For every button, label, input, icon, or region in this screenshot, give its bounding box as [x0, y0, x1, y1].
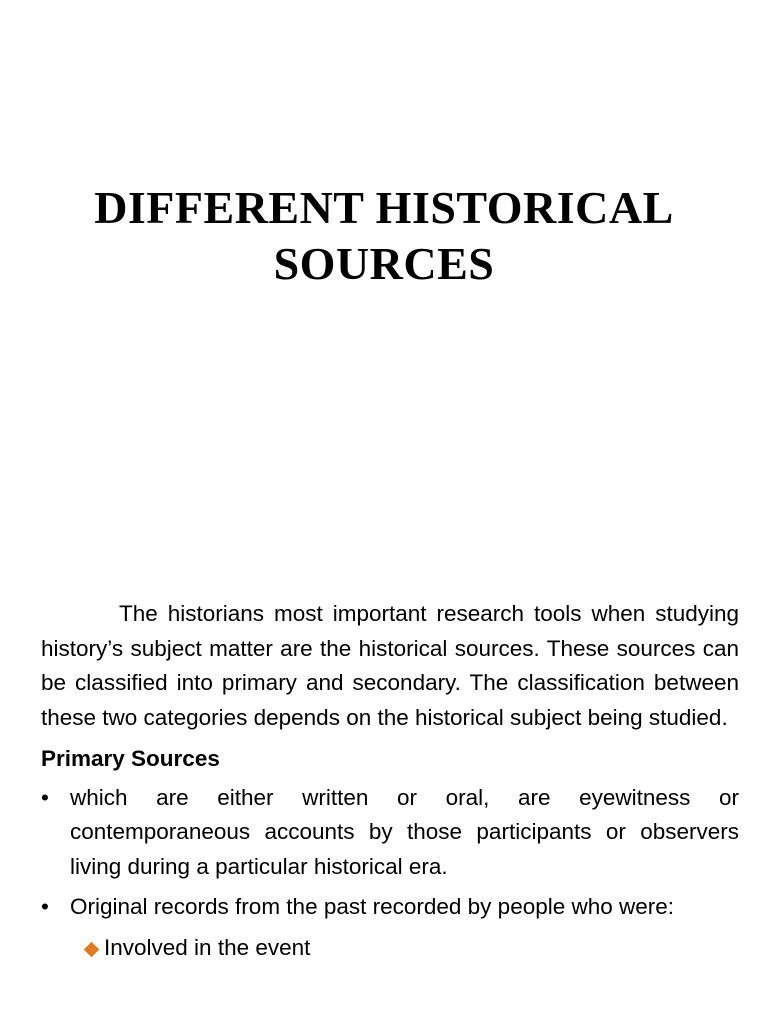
slide-body: [41, 597, 739, 965]
slide-title-line-2: SOURCES: [273, 238, 495, 289]
bullet-icon: •: [41, 894, 49, 919]
diamond-bullet-icon: [84, 941, 100, 957]
primary-sources-list: [41, 781, 739, 925]
bullet-icon: •: [41, 784, 49, 810]
list-item: [41, 781, 739, 885]
sub-bullet-text: Involved in the event: [104, 934, 311, 960]
list-item: [86, 931, 739, 966]
sub-bullet-list: [41, 931, 739, 966]
intro-paragraph: The historians most important research tools when studying history’s subject matter are the historical sources. These sources can be classified into primary and secondary. The classification between these two categories depends on the historical subject being studied.: [41, 601, 739, 730]
primary-sources-heading: Primary Sources: [41, 746, 220, 771]
slide-title-line-1: DIFFERENT HISTORICAL: [94, 182, 674, 233]
list-item: [41, 890, 739, 925]
bullet-text: Original records from the past recorded by people who were:: [70, 894, 675, 919]
slide-title: [0, 180, 768, 292]
bullet-text: which are either written or oral, are eyewitness or contemporaneous accounts by those participants or observers living during a particular historical era.: [70, 784, 739, 879]
